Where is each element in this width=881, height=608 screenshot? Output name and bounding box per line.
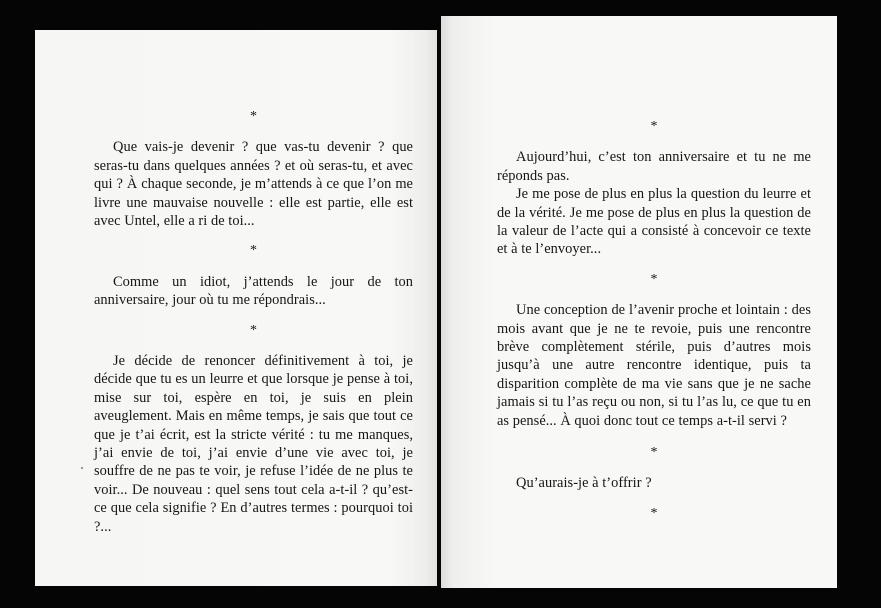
paper-speck (81, 467, 83, 469)
paragraph: Que vais-je devenir ? que vas-tu devenir ? que seras-tu dans quelques années ? et où seras-tu, et avec qui ? À chaque seconde, je m’attends à ce que l’on me livre une mauvaise nouvelle : elle est partie, elle est avec Untel, elle a ri de toi... (94, 139, 413, 230)
section-separator: * (650, 271, 658, 287)
paragraph: Aujourd’hui, c’est ton anniversaire et tu ne me réponds pas. (497, 149, 811, 184)
left-page-text (94, 108, 413, 536)
section-separator: * (249, 109, 258, 124)
left-page (35, 30, 437, 586)
right-page (441, 16, 837, 588)
paragraph: Je me pose de plus en plus la question du leurre et de la vérité. Je me pose de plus en plus la question de la valeur de l’acte qui a consisté à concevoir ce texte et à te l’envoyer... (497, 186, 811, 258)
paragraph: Qu’aurais-je à t’offrir ? (516, 475, 652, 492)
paragraph: Une conception de l’avenir proche et lointain : des mois avant que je ne te revoie, puis une rencontre brève complètement stérile, puis d’autres mois jusqu’à une autre rencontre identique, puis ta disparition complète de ma vie sans que je ne sache jamais si tu l’as reçu ou non, si tu l’as lu, ce que tu en as pensé... À quoi donc tout ce temps a-t-il servi ? (497, 302, 811, 429)
paragraph: Je décide de renoncer définitivement à toi, je décide que tu es un leurre et que lorsque je pense à toi, mise sur toi, espère en toi, je suis en plein aveuglement. Mais en même temps, je sais que tout ce que je t’ai écrit, est la stricte vérité : tu me manques, j’ai envie de toi, j’ai envie d’une vie avec toi, je souffre de ne pas te voir, je refuse l’idée de ne plus te voir... De nouveau : quel sens tout cela a-t-il ? qu’est-ce que cela signifie ? En d’autres termes : pourquoi toi ?... (94, 353, 413, 535)
section-separator: * (650, 445, 658, 461)
right-page-text (497, 118, 811, 523)
section-separator: * (249, 322, 258, 338)
paragraph: Comme un idiot, j’attends le jour de ton anniversaire, jour où tu me répondrais... (94, 273, 413, 309)
section-separator: * (650, 119, 658, 134)
section-separator: * (249, 243, 258, 259)
section-separator: * (650, 505, 658, 521)
